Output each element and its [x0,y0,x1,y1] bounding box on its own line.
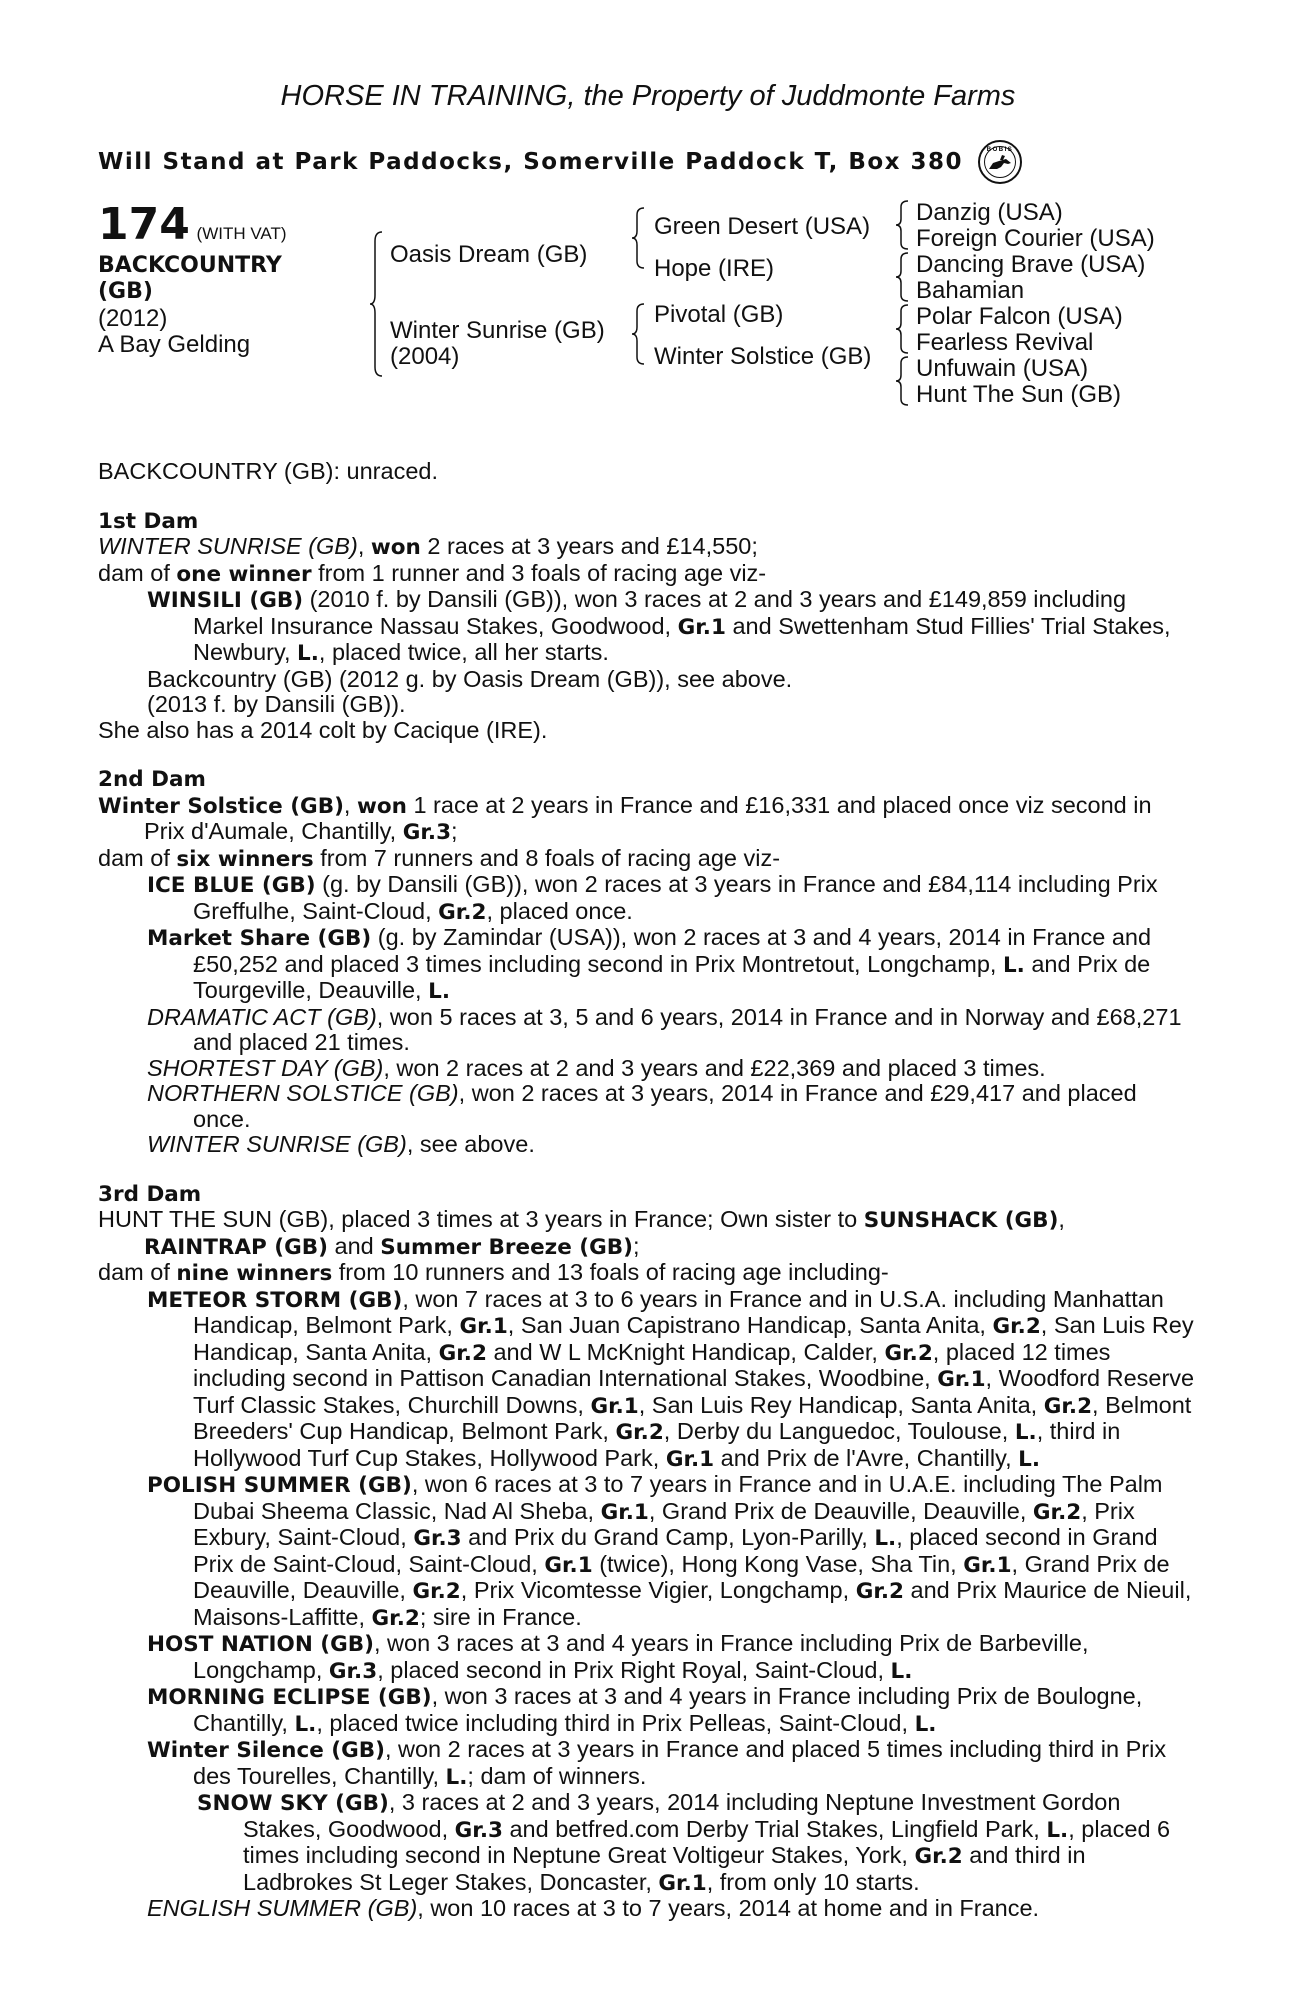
produce-meteor-storm: METEOR STORM (GB), won 7 races at 3 to 6 years in France and in U.S.A. including Manhattan Handicap, Belmont Park, Gr.1, San Juan Capistrano Handicap, Santa Anita, Gr.2, San Luis Rey Handicap, Santa Anita, Gr.2 and W L McKnight Handicap, Calder, Gr.2, placed 12 times including second in Pattison Canadian International Stakes, Woodbine, Gr.1, Woodford Reserve Turf Classic Stakes, Churchill Downs, Gr.1, San Luis Rey Handicap, Santa Anita, Gr.2, Belmont Breeders' Cup Handicap, Belmont Park, Gr.2, Derby du Languedoc, Toulouse, L., third in Hollywood Turf Cup Stakes, Hollywood Park, Gr.1 and Prix de l'Avre, Chantilly, L. [147,1285,1195,1472]
unraced-note: BACKCOUNTRY (GB): unraced. [98,458,438,484]
first-dam-produce: dam of one winner from 1 runner and 3 foals of racing age viz- [98,559,767,587]
page-title: HORSE IN TRAINING, the Property of Juddmonte Farms [280,80,1016,112]
ped-dss: Polar Falcon (USA) [916,303,1123,330]
vat-note: (WITH VAT) [196,224,287,243]
sire-dam: Hope (IRE) [654,255,775,282]
produce-ice-blue: ICE BLUE (GB) (g. by Dansili (GB)), won 2 races at 3 years in France and £84,114 including Prix Greffulhe, Saint-Cloud, Gr.2, placed once. [147,871,1158,925]
brace-gen3-3 [896,303,910,355]
produce-shortest-day: SHORTEST DAY (GB), won 2 races at 2 and 3 years and £22,369 and placed 3 times. [147,1054,1046,1081]
produce-winsili: WINSILI (GB) (2010 f. by Dansili (GB)), won 3 races at 2 and 3 years and £149,859 including Markel Insurance Nassau Stakes, Goodwood, Gr.1 and Swettenham Stud Fillies' Trial Stakes, Newbury, L., placed twice, all her starts. [147,586,1171,666]
produce-market-share: Market Share (GB) (g. by Zamindar (USA)), won 2 races at 3 and 4 years, 2014 in France and £50,252 and placed 3 times including second in Prix Montretout, Longchamp, L. and Prix de Tourgeville, Deauville, L. [147,924,1152,1004]
first-dam-section [98,509,1198,744]
ped-sdd: Bahamian [916,277,1025,304]
produce-english-summer: ENGLISH SUMMER (GB), won 10 races at 3 to 7 years, 2014 at home and in France. [147,1895,1040,1921]
stand-text: Will Stand at Park Paddocks, Somerville Paddock T, Box 380 [98,149,964,175]
dam-dam: Winter Solstice (GB) [654,343,872,370]
brace-dam-parents [632,303,646,365]
first-dam-line: WINTER SUNRISE (GB), won 2 races at 3 years and £14,550; [98,533,758,560]
produce-snow-sky: SNOW SKY (GB), 3 races at 2 and 3 years, 2014 including Neptune Investment Gordon Stakes, Goodwood, Gr.3 and betfred.com Derby Trial Stakes, Lingfield Park, L., placed 6 times including second in Neptune Great Voltigeur Stakes, York, Gr.2 and third in Ladbrokes St Leger Stakes, Doncaster, Gr.1, from only 10 starts. [197,1789,1171,1896]
second-dam-produce: dam of six winners from 7 runners and 8 foals of racing age viz- [98,844,781,872]
produce-2013: (2013 f. by Dansili (GB)). [147,691,406,717]
brace-gen3-4 [896,355,910,407]
ped-dds: Unfuwain (USA) [916,355,1089,382]
produce-northern-solstice: NORTHERN SOLSTICE (GB), won 2 races at 3 years, 2014 in France and £29,417 and placed once. [147,1080,1137,1132]
second-dam-heading: 2nd Dam [98,767,206,792]
unraced-note-section [98,459,1198,485]
ped-ddd: Hunt The Sun (GB) [916,381,1121,408]
dam-sire: Pivotal (GB) [654,301,784,328]
produce-polish-summer: POLISH SUMMER (GB), won 6 races at 3 to 7 years in France and in U.A.E. including The Palm Dubai Sheema Classic, Nad Al Sheba, Gr.1, Grand Prix de Deauville, Deauville, Gr.2, Prix Exbury, Saint-Cloud, Gr.3 and Prix du Grand Camp, Lyon-Parilly, L., placed second in Grand Prix de Saint-Cloud, Saint-Cloud, Gr.1 (twice), Hong Kong Vase, Sha Tin, Gr.1, Grand Prix de Deauville, Deauville, Gr.2, Prix Vicomtesse Vigier, Longchamp, Gr.2 and Prix Maurice de Nieuil, Maisons-Laffitte, Gr.2; sire in France. [147,1471,1192,1631]
sire-sire: Green Desert (USA) [654,213,871,240]
ped-dsd: Fearless Revival [916,329,1094,356]
brace-gen3-1 [896,199,910,251]
bobis-logo-icon [977,139,1023,185]
brace-sire-dam [370,231,384,377]
produce-host-nation: HOST NATION (GB), won 3 races at 3 and 4 years in France including Prix de Barbeville, Longchamp, Gr.3, placed second in Prix Right Royal, Saint-Cloud, L. [147,1630,1089,1684]
brace-gen3-2 [896,251,910,303]
sire: Oasis Dream (GB) [390,241,588,268]
horse-country: (GB) [98,279,153,304]
third-dam-heading: 3rd Dam [98,1181,202,1207]
produce-winter-sunrise: WINTER SUNRISE (GB), see above. [147,1131,535,1157]
catalogue-page [98,80,1198,1922]
produce-winter-silence: Winter Silence (GB), won 2 races at 3 years in France and placed 5 times including third in Prix des Tourelles, Chantilly, L.; dam of winners. [147,1736,1167,1790]
produce-backcountry: Backcountry (GB) (2012 g. by Oasis Dream (GB)), see above. [147,665,793,692]
produce-dramatic-act: DRAMATIC ACT (GB), won 5 races at 3, 5 and 6 years, 2014 in France and in Norway and £68,271 and placed 21 times. [147,1003,1182,1055]
ped-sss: Danzig (USA) [916,199,1063,226]
third-dam-produce: dam of nine winners from 10 runners and 13 foals of racing age including- [98,1259,889,1286]
third-dam-line: HUNT THE SUN (GB), placed 3 times at 3 years in France; Own sister to SUNSHACK (GB), RAINTRAP (GB) and Summer Breeze (GB); [98,1206,1065,1260]
third-dam-section [98,1182,1198,1922]
brace-sire-parents [632,207,646,269]
first-dam-heading: 1st Dam [98,508,199,534]
ped-sds: Dancing Brave (USA) [916,251,1146,278]
lot-number: 174 [98,199,190,250]
horse-description: A Bay Gelding [98,331,251,358]
foaling-year: (2012) [98,305,168,332]
pedigree-table [98,199,1198,459]
produce-2014: She also has a 2014 colt by Cacique (IRE). [98,716,548,743]
bobis-logo-text: BOBIS [986,147,1014,153]
ped-ssd: Foreign Courier (USA) [916,225,1155,252]
horse-name: BACKCOUNTRY [98,253,282,278]
produce-morning-eclipse: MORNING ECLIPSE (GB), won 3 races at 3 and 4 years in France including Prix de Boulogne, Chantilly, L., placed twice including third in Prix Pelleas, Saint-Cloud, L. [147,1683,1143,1737]
lot-number-line [98,199,287,250]
stand-line [98,139,1198,185]
second-dam-section [98,767,1198,1158]
second-dam-line: Winter Solstice (GB), won 1 race at 2 years in France and £16,331 and placed once viz second in Prix d'Aumale, Chantilly, Gr.3; [98,791,1152,845]
dam-year: (2004) [390,343,460,370]
dam: Winter Sunrise (GB) [390,317,605,344]
